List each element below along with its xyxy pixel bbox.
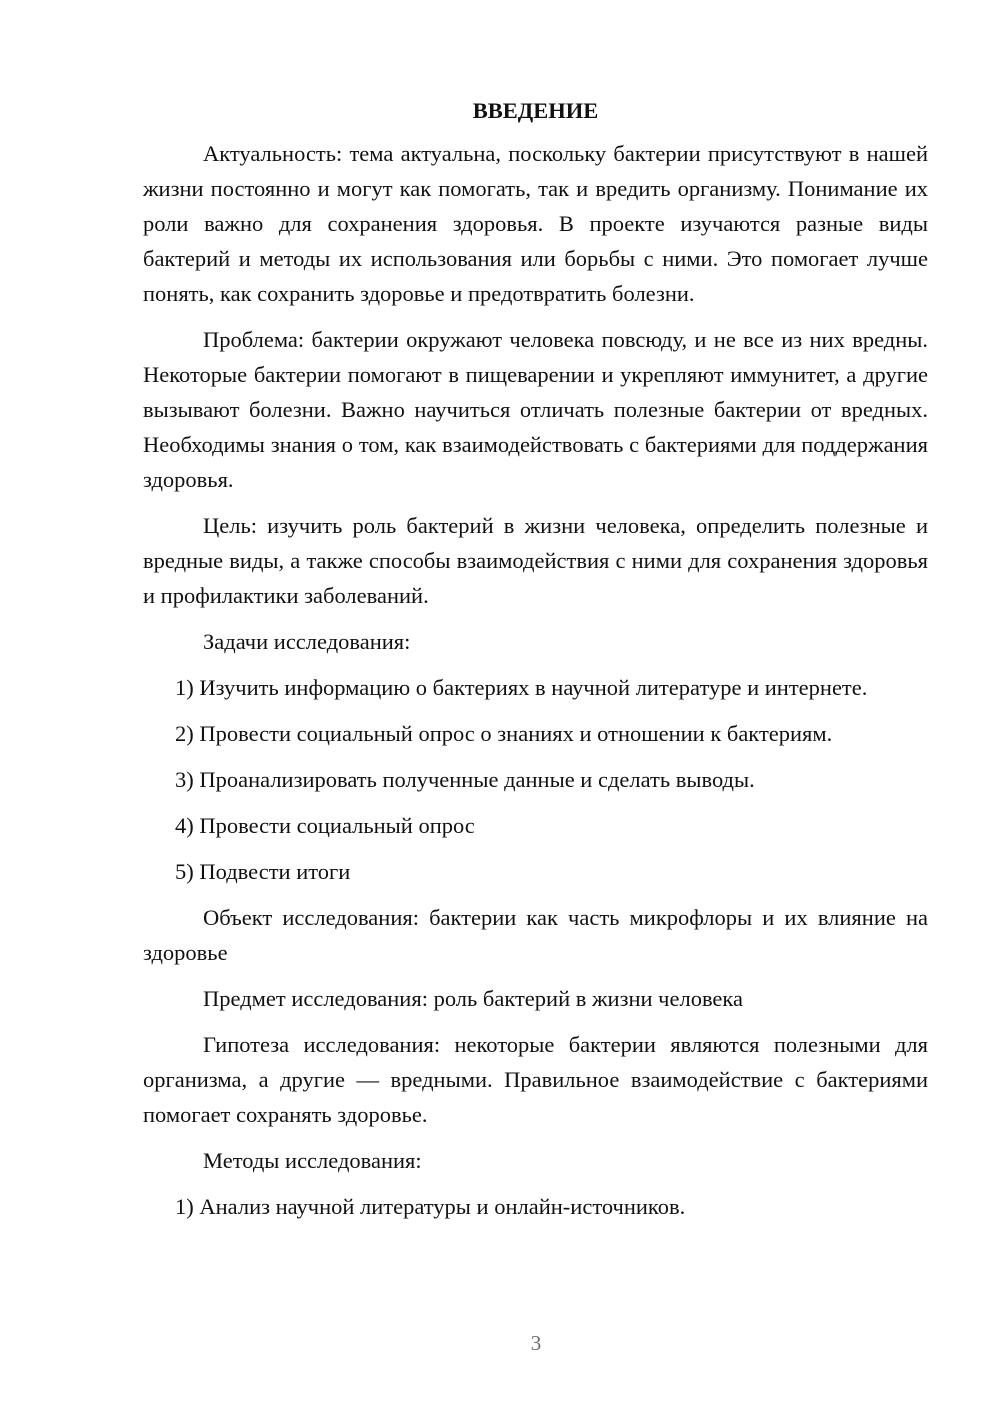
paragraph-goal: Цель: изучить роль бактерий в жизни человека, определить полезные и вредные виды, а также способы взаимодействия с ними для сохранения здоровья и профилактики заболеваний.: [143, 513, 928, 608]
paragraph-methods-heading: Методы исследования:: [203, 1148, 422, 1173]
list-item-method-1: 1) Анализ научной литературы и онлайн-источников.: [175, 1194, 686, 1219]
list-item-task-2: 2) Провести социальный опрос о знаниях и отношении к бактериям.: [175, 721, 833, 746]
paragraph-object: Объект исследования: бактерии как часть микрофлоры и их влияние на здоровье: [143, 905, 928, 965]
list-item-task-1: 1) Изучить информацию о бактериях в научной литературе и интернете.: [175, 675, 868, 700]
paragraph-relevance: Актуальность: тема актуальна, поскольку бактерии присутствуют в нашей жизни постоянно и могут как помогать, так и вредить организму. Понимание их роли важно для сохранения здоровья. В проекте изучаются разные виды бактерий и методы их использования или борьбы с ними. Это помогает лучше понять, как сохранить здоровье и предотвратить болезни.: [143, 141, 928, 306]
page-number: 3: [530, 1331, 542, 1355]
section-title: ВВЕДЕНИЕ: [472, 98, 599, 123]
list-item-task-5: 5) Подвести итоги: [175, 859, 351, 884]
paragraph-tasks-heading: Задачи исследования:: [203, 629, 411, 654]
paragraph-hypothesis: Гипотеза исследования: некоторые бактерии являются полезными для организма, а другие — вредными. Правильное взаимодействие с бактериями помогает сохранять здоровье.: [143, 1032, 928, 1127]
page-content: [143, 93, 928, 1235]
paragraph-problem: Проблема: бактерии окружают человека повсюду, и не все из них вредны. Некоторые бактерии помогают в пищеварении и укрепляют иммунитет, а другие вызывают болезни. Важно научиться отличать полезные бактерии от вредных. Необходимы знания о том, как взаимодействовать с бактериями для поддержания здоровья.: [143, 327, 928, 492]
paragraph-subject: Предмет исследования: роль бактерий в жизни человека: [203, 986, 743, 1011]
list-item-task-4: 4) Провести социальный опрос: [175, 813, 475, 838]
list-item-task-3: 3) Проанализировать полученные данные и сделать выводы.: [175, 767, 755, 792]
